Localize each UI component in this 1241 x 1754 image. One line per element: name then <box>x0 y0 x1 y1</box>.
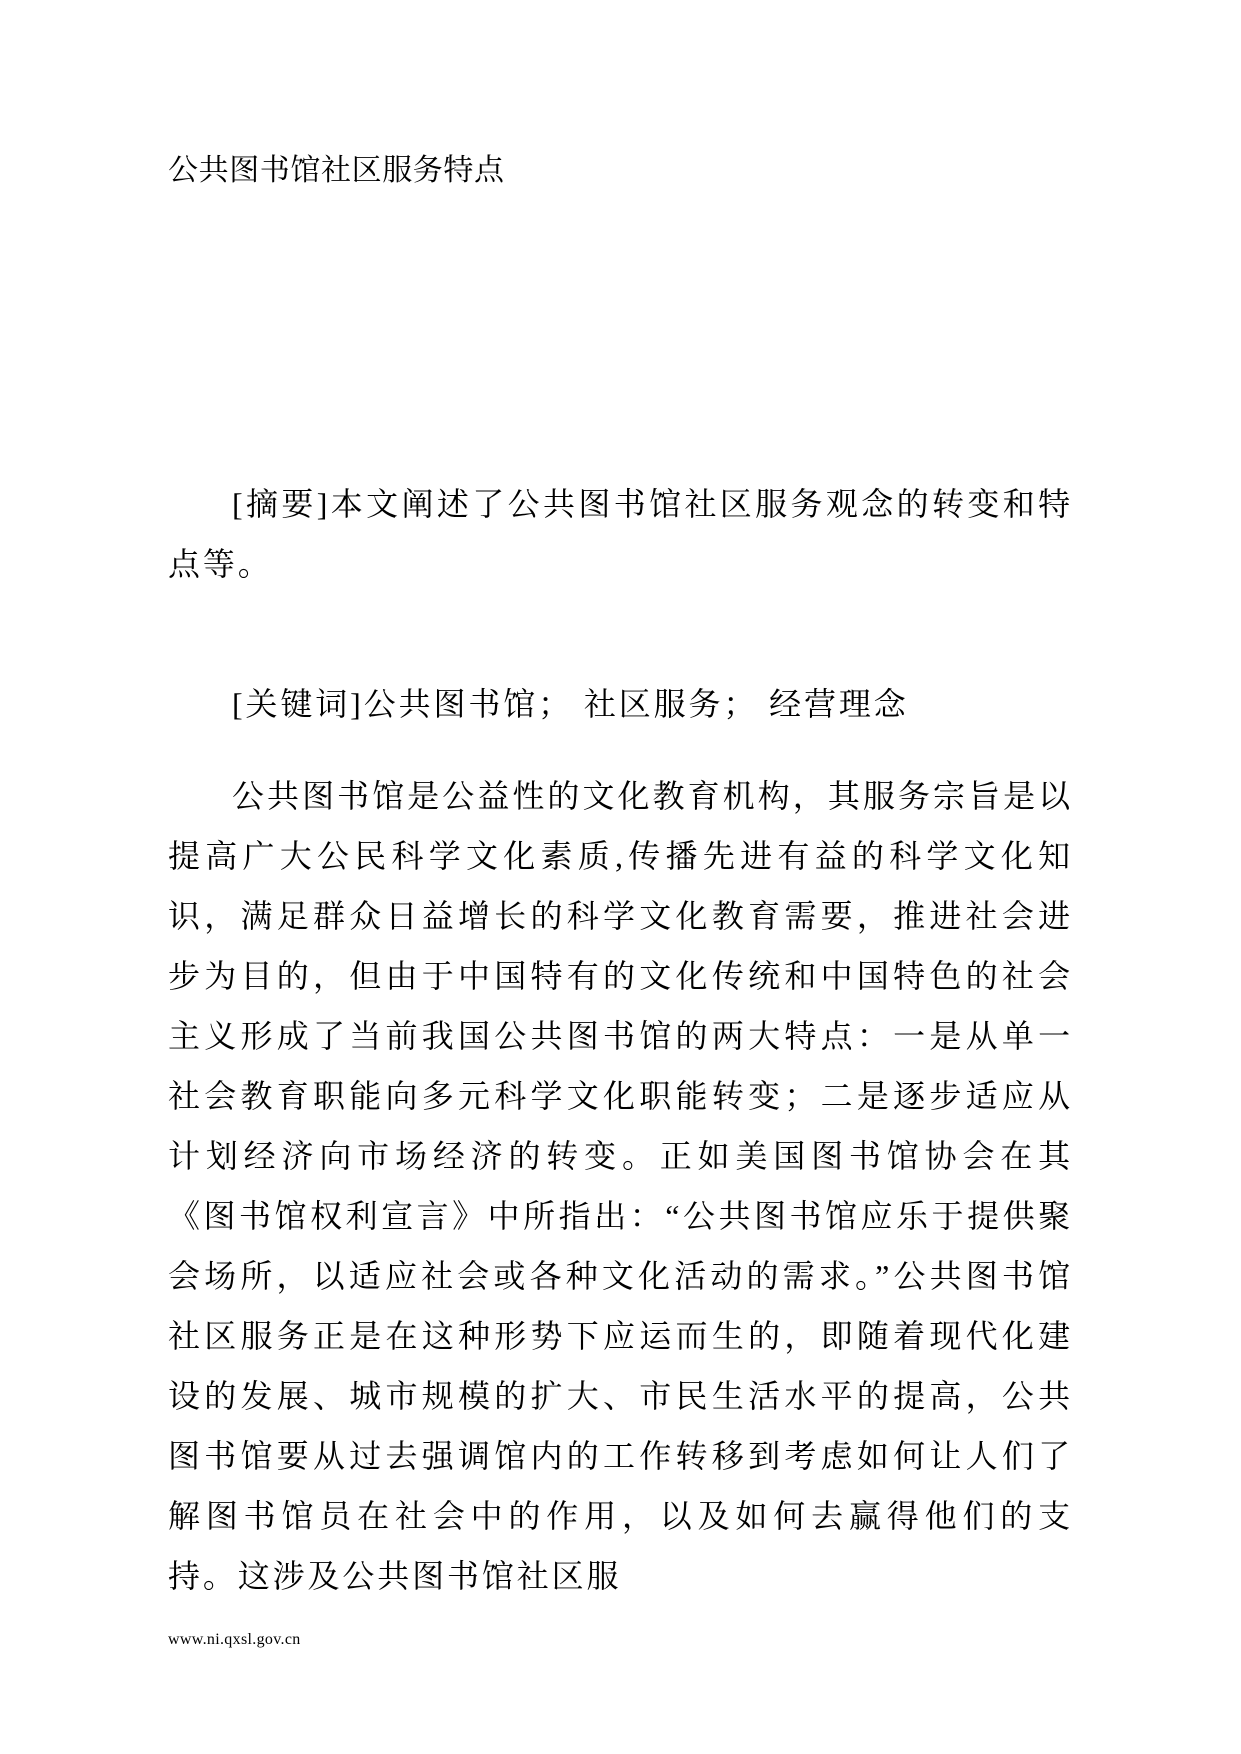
footer-url: www.ni.qxsl.gov.cn <box>168 1631 301 1648</box>
keywords-paragraph: [关键词]公共图书馆； 社区服务； 经营理念 <box>232 686 909 722</box>
page-title: 公共图书馆社区服务特点 <box>168 154 505 187</box>
body-paragraph: 公共图书馆是公益性的文化教育机构，其服务宗旨是以提高广大公民科学文化素质,传播先进有益的科学文化知识，满足群众日益增长的科学文化教育需要，推进社会进步为目的，但由于中国特有的文化传统和中国特色的社会主义形成了当前我国公共图书馆的两大特点：一是从单一社会教育职能向多元科学文化职能转变；二是逐步适应从计划经济向市场经济的转变。正如美国图书馆协会在其《图书馆权利宣言》中所指出：“公共图书馆应乐于提供聚会场所，以适应社会或各种文化活动的需求。”公共图书馆社区服务正是在这种形势下应运而生的，即随着现代化建设的发展、城市规模的扩大、市民生活水平的提高，公共图书馆要从过去强调馆内的工作转移到考虑如何让人们了解图书馆员在社会中的作用，以及如何去赢得他们的支持。这涉及公共图书馆社区服 <box>168 778 1073 1594</box>
abstract-paragraph: [摘要]本文阐述了公共图书馆社区服务观念的转变和特点等。 <box>168 486 1073 582</box>
